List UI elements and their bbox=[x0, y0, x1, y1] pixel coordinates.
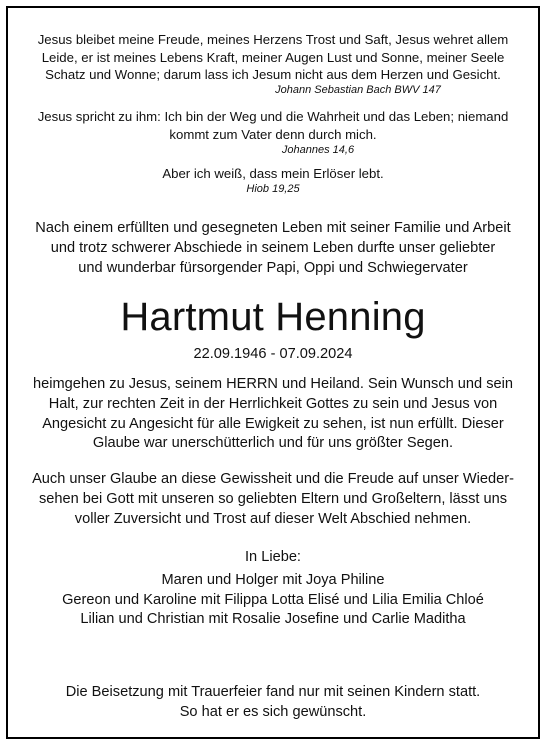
quote-line: kommt zum Vater denn durch mich. bbox=[169, 126, 377, 142]
text-line: So hat er es sich gewünscht. bbox=[179, 703, 367, 720]
text-line: sehen bei Gott mit unseren so geliebten Eltern und Großeltern, lässt uns bbox=[38, 490, 508, 507]
obituary-notice bbox=[6, 6, 540, 739]
quote-line: Leide, er ist meines Lebens Kraft, meiner Augen Lust und Sonne, meiner Seele bbox=[41, 49, 505, 65]
mourner-line: Gereon und Karoline mit Filippa Lotta Elisé und Lilia Emilia Chloé bbox=[62, 591, 484, 608]
text-line: Die Beisetzung mit Trauerfeier fand nur mit seinen Kindern statt. bbox=[65, 684, 481, 700]
faith-paragraph bbox=[8, 470, 538, 529]
quote-job bbox=[8, 165, 538, 183]
quote-source: Johannes 14,6 bbox=[281, 144, 355, 156]
text-line: Auch unser Glaube an diese Gewissheit und die Freude auf unser Wieder- bbox=[32, 471, 514, 487]
text-line: Halt, zur rechten Zeit in der Herrlichkeit Gottes zu sein und Jesus von bbox=[48, 395, 498, 412]
text-line: Nach einem erfüllten und gesegneten Leben mit seiner Familie und Arbeit bbox=[35, 220, 511, 236]
text-line: und trotz schwerer Abschiede in seinem Leben durfte unser geliebter bbox=[50, 239, 496, 256]
quote-line: Schatz und Wonne; darum lass ich Jesum nicht aus dem Herzen und Gesicht. bbox=[45, 67, 501, 82]
quote-line: Jesus spricht zu ihm: Ich bin der Weg und die Wahrheit und das Leben; niemand bbox=[37, 109, 509, 124]
mourner-line: Lilian und Christian mit Rosalie Josefine und Carlie Maditha bbox=[80, 611, 466, 628]
intro-paragraph bbox=[8, 219, 538, 278]
passage-paragraph bbox=[8, 375, 538, 454]
text-line: voller Zuversicht und Trost auf dieser Welt Abschied nehmen. bbox=[74, 510, 472, 527]
quote-source: Hiob 19,25 bbox=[246, 183, 300, 195]
quote-john bbox=[8, 108, 538, 143]
text-line: und wunderbar fürsorgender Papi, Oppi und Schwiegervater bbox=[78, 259, 468, 276]
quote-source: Johann Sebastian Bach BWV 147 bbox=[275, 84, 441, 96]
mourner-line: Maren und Holger mit Joya Philine bbox=[161, 571, 385, 588]
text-line: Angesicht zu Angesicht für alle Ewigkeit zu sehen, ist nun erfüllt. Dieser bbox=[42, 415, 504, 432]
quote-bach bbox=[8, 31, 538, 84]
life-dates: 22.09.1946 - 07.09.2024 bbox=[193, 346, 353, 362]
deceased-name: Hartmut Henning bbox=[120, 295, 426, 339]
mourners-block bbox=[8, 548, 538, 630]
quote-line: Aber ich weiß, dass mein Erlöser lebt. bbox=[162, 166, 384, 181]
funeral-note bbox=[8, 683, 538, 723]
quote-line: Jesus bleibet meine Freude, meines Herzens Trost und Saft, Jesus wehret allem bbox=[37, 32, 509, 47]
mourners-heading: In Liebe: bbox=[245, 549, 301, 565]
text-line: Glaube war unerschütterlich und für uns größter Segen. bbox=[92, 435, 454, 452]
text-line: heimgehen zu Jesus, seinem HERRN und Heiland. Sein Wunsch und sein bbox=[33, 376, 513, 392]
